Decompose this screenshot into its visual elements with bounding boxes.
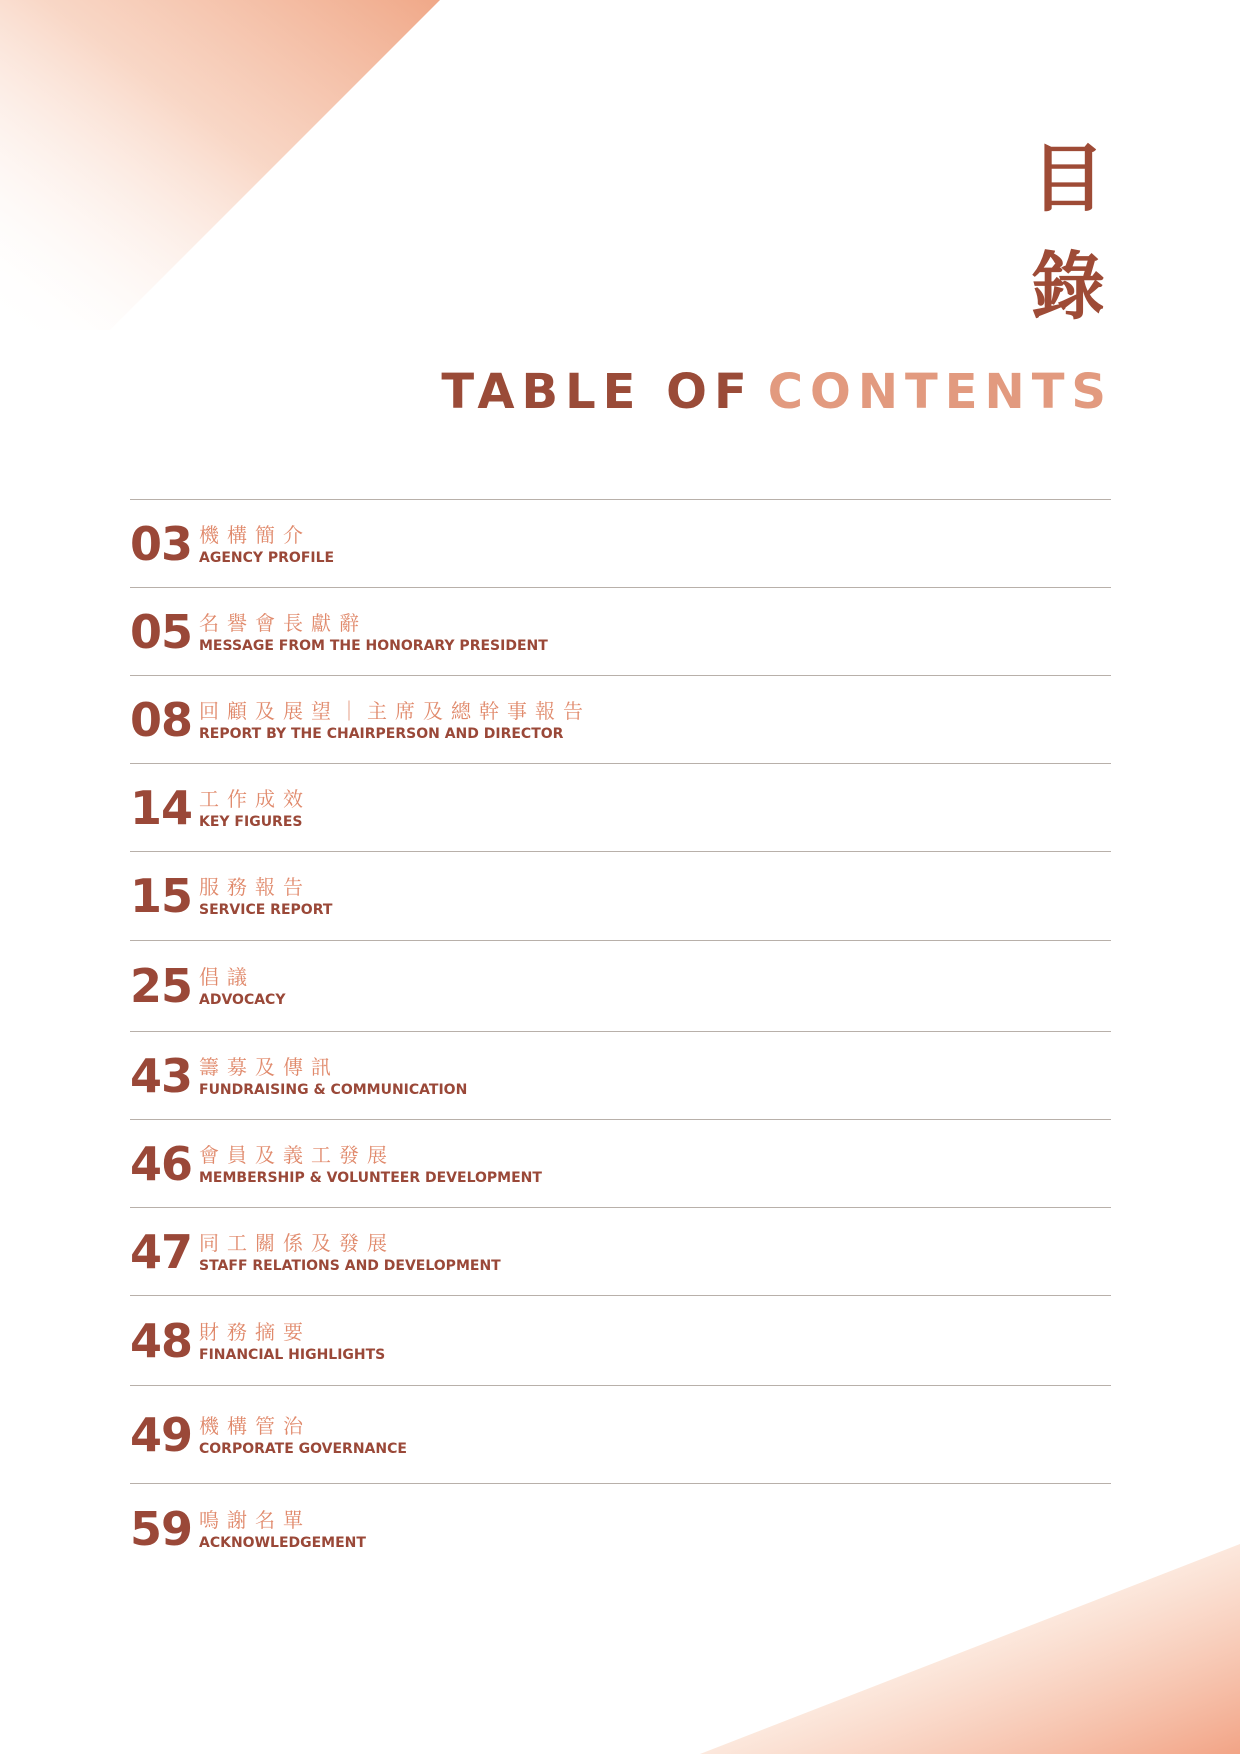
toc-page-number: 05: [130, 604, 193, 659]
toc-entry-text: [199, 962, 285, 1010]
toc-entry[interactable]: [130, 1385, 1111, 1483]
toc-title-english: KEY FIGURES: [199, 813, 303, 830]
decorative-gradient-corner-top-left: [0, 0, 440, 330]
toc-entry-text: [199, 520, 334, 568]
toc-title-english: ACKNOWLEDGEMENT: [199, 1534, 366, 1551]
toc-page-number: 49: [130, 1407, 193, 1462]
toc-title-chinese: 會員及義工發展: [199, 1142, 395, 1167]
toc-entry-text: [199, 1052, 467, 1100]
toc-page-number: 25: [130, 959, 193, 1013]
page-title-chinese: [1023, 125, 1113, 341]
toc-title-chinese: 機構簡介: [199, 522, 311, 547]
toc-page-number: 03: [130, 516, 193, 571]
toc-title-english: REPORT BY THE CHAIRPERSON AND DIRECTOR: [199, 725, 564, 742]
toc-page-number: 48: [130, 1313, 193, 1368]
toc-page-number: 15: [130, 869, 193, 923]
toc-title-chinese: 籌募及傳訊: [199, 1054, 339, 1079]
toc-title-chinese: 同工關係及發展: [199, 1230, 395, 1255]
toc-title-chinese: 倡議: [199, 965, 255, 989]
toc-title-english: SERVICE REPORT: [199, 902, 333, 918]
toc-title-chinese: 財務摘要: [199, 1319, 311, 1344]
toc-page-number: 46: [130, 1136, 193, 1191]
toc-title-english: MESSAGE FROM THE HONORARY PRESIDENT: [199, 637, 548, 654]
toc-entry-text: [199, 1505, 366, 1553]
toc-entry-text: [199, 784, 311, 832]
toc-title-chinese: 鳴謝名單: [199, 1507, 311, 1532]
toc-entry[interactable]: [130, 675, 1111, 763]
toc-entry[interactable]: [130, 940, 1111, 1031]
toc-entry[interactable]: [130, 1031, 1111, 1119]
toc-title-english: FUNDRAISING & COMMUNICATION: [199, 1081, 468, 1098]
toc-title-chinese: 機構管治: [199, 1413, 311, 1438]
toc-entry-text: [199, 1228, 501, 1276]
toc-page-number: 43: [130, 1048, 193, 1103]
toc-title-english: STAFF RELATIONS AND DEVELOPMENT: [199, 1257, 501, 1274]
toc-entry-text: [199, 1140, 542, 1188]
toc-entry[interactable]: [130, 1119, 1111, 1207]
toc-entry[interactable]: [130, 499, 1111, 587]
toc-entry-text: [199, 608, 548, 656]
toc-title-english: MEMBERSHIP & VOLUNTEER DEVELOPMENT: [199, 1169, 542, 1186]
page-title-chinese-line-2: 錄: [1031, 244, 1105, 330]
toc-title-chinese: 工作成效: [199, 786, 311, 811]
page-title-english-dark: TABLE OF: [441, 364, 754, 420]
toc-title-chinese: 名譽會長獻辭: [199, 610, 367, 635]
toc-entry[interactable]: [130, 587, 1111, 675]
page-title-english-light: CONTENTS: [767, 364, 1113, 420]
toc-page-number: 08: [130, 692, 193, 747]
toc-page-number: 47: [130, 1224, 193, 1279]
toc-page-number: 14: [130, 780, 193, 835]
toc-title-english: CORPORATE GOVERNANCE: [199, 1440, 407, 1457]
toc-title-chinese: 服務報告: [199, 875, 311, 899]
toc-entry[interactable]: [130, 763, 1111, 851]
decorative-gradient-corner-bottom-right: [700, 1544, 1240, 1754]
page-title-chinese-line-1: 目: [1031, 136, 1105, 222]
toc-entry[interactable]: [130, 1207, 1111, 1295]
toc-title-english: AGENCY PROFILE: [199, 549, 335, 566]
toc-entry[interactable]: [130, 1295, 1111, 1385]
toc-title-english: ADVOCACY: [199, 992, 286, 1008]
toc-entry-text: [199, 1411, 407, 1459]
page-title-english: [441, 362, 1113, 422]
toc-title-english: FINANCIAL HIGHLIGHTS: [199, 1346, 386, 1363]
toc-page-number: 59: [130, 1501, 193, 1556]
toc-entry[interactable]: [130, 851, 1111, 940]
toc-entry[interactable]: [130, 1483, 1111, 1573]
toc-entry-text: [199, 872, 332, 920]
table-of-contents: [130, 499, 1111, 1573]
toc-entry-text: [199, 1317, 385, 1365]
toc-entry-text: [199, 696, 591, 744]
toc-title-chinese: 回顧及展望｜主席及總幹事報告: [199, 698, 591, 723]
